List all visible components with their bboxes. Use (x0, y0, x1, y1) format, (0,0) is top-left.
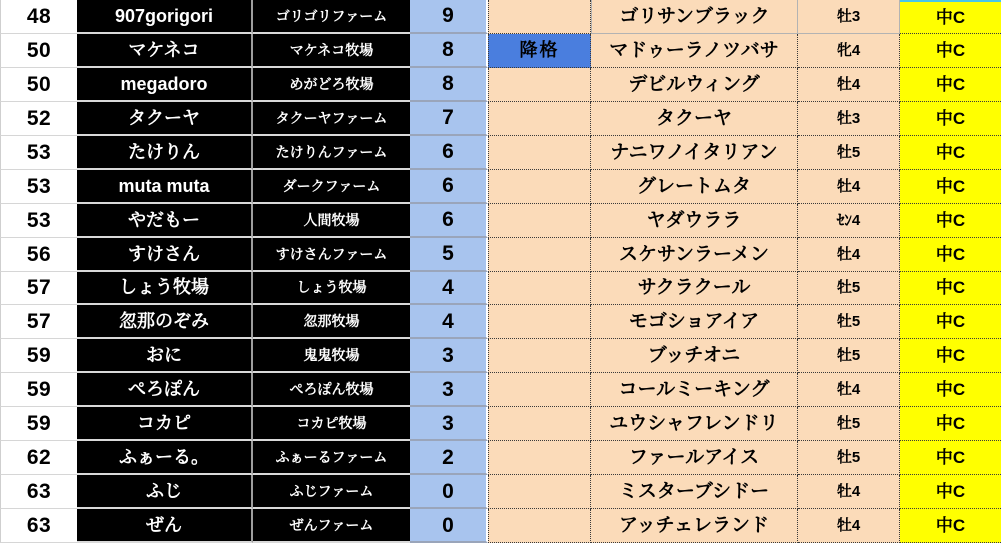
rank-cell[interactable]: 56 (0, 238, 77, 272)
farm-name-cell[interactable]: マケネコ牧場 (253, 34, 410, 68)
status-cell[interactable] (488, 305, 591, 339)
player-name-cell[interactable]: しょう牧場 (77, 272, 253, 306)
horse-name-cell[interactable]: ヤダウララ (591, 204, 798, 238)
rank-cell[interactable]: 50 (0, 68, 77, 102)
farm-name-cell[interactable]: めがどろ牧場 (253, 68, 410, 102)
horse-name-cell[interactable]: デビルウィング (591, 68, 798, 102)
sex-age-cell[interactable]: 牡5 (798, 272, 900, 306)
farm-name-cell[interactable]: ぺろぽん牧場 (253, 373, 410, 407)
sex-age-cell[interactable]: 牡4 (798, 68, 900, 102)
class-cell[interactable]: 中C (900, 34, 1001, 68)
horse-name-cell[interactable]: コールミーキング (591, 373, 798, 407)
farm-name-cell[interactable]: しょう牧場 (253, 272, 410, 306)
farm-name-cell[interactable]: ぜんファーム (253, 509, 410, 543)
rank-cell[interactable]: 59 (0, 407, 77, 441)
sex-age-cell[interactable]: 牡5 (798, 136, 900, 170)
rank-cell[interactable]: 57 (0, 305, 77, 339)
farm-name-cell[interactable]: タクーヤファーム (253, 102, 410, 136)
player-name-cell[interactable]: 忽那のぞみ (77, 305, 253, 339)
points-cell[interactable]: 0 (410, 509, 488, 543)
status-cell[interactable] (488, 339, 591, 373)
horse-name-cell[interactable]: ナニワノイタリアン (591, 136, 798, 170)
status-cell[interactable] (488, 373, 591, 407)
status-cell[interactable] (488, 204, 591, 238)
horse-name-cell[interactable]: ゴリサンブラック (591, 0, 798, 34)
player-name-cell[interactable]: ふじ (77, 475, 253, 509)
horse-name-cell[interactable]: ミスターブシドー (591, 475, 798, 509)
class-cell[interactable]: 中C (900, 0, 1001, 34)
points-cell[interactable]: 8 (410, 68, 488, 102)
sex-age-cell[interactable]: 牡4 (798, 475, 900, 509)
horse-name-cell[interactable]: サクラクール (591, 272, 798, 306)
rank-cell[interactable]: 52 (0, 102, 77, 136)
points-cell[interactable]: 8 (410, 34, 488, 68)
farm-name-cell[interactable]: すけさんファーム (253, 238, 410, 272)
rank-cell[interactable]: 53 (0, 136, 77, 170)
status-cell[interactable] (488, 68, 591, 102)
player-name-cell[interactable]: すけさん (77, 238, 253, 272)
status-cell[interactable] (488, 136, 591, 170)
class-cell[interactable]: 中C (900, 373, 1001, 407)
horse-name-cell[interactable]: グレートムタ (591, 170, 798, 204)
status-cell[interactable] (488, 441, 591, 475)
farm-name-cell[interactable]: ふじファーム (253, 475, 410, 509)
points-cell[interactable]: 3 (410, 373, 488, 407)
sex-age-cell[interactable]: 牡4 (798, 509, 900, 543)
player-name-cell[interactable]: おに (77, 339, 253, 373)
player-name-cell[interactable]: タクーヤ (77, 102, 253, 136)
class-cell[interactable]: 中C (900, 272, 1001, 306)
class-cell[interactable]: 中C (900, 68, 1001, 102)
farm-name-cell[interactable]: 鬼鬼牧場 (253, 339, 410, 373)
horse-name-cell[interactable]: ブッチオニ (591, 339, 798, 373)
horse-name-cell[interactable]: スケサンラーメン (591, 238, 798, 272)
sex-age-cell[interactable]: 牡3 (798, 102, 900, 136)
class-cell[interactable]: 中C (900, 204, 1001, 238)
player-name-cell[interactable]: たけりん (77, 136, 253, 170)
farm-name-cell[interactable]: 人間牧場 (253, 204, 410, 238)
player-name-cell[interactable]: ぺろぽん (77, 373, 253, 407)
class-cell[interactable]: 中C (900, 441, 1001, 475)
sex-age-cell[interactable]: 牡4 (798, 238, 900, 272)
class-cell[interactable]: 中C (900, 170, 1001, 204)
player-name-cell[interactable]: muta muta (77, 170, 253, 204)
player-name-cell[interactable]: コカピ (77, 407, 253, 441)
sex-age-cell[interactable]: 牡3 (798, 0, 900, 34)
status-cell[interactable] (488, 0, 591, 34)
class-cell[interactable]: 中C (900, 509, 1001, 543)
points-cell[interactable]: 3 (410, 407, 488, 441)
sex-age-cell[interactable]: 牡5 (798, 441, 900, 475)
rank-cell[interactable]: 53 (0, 204, 77, 238)
status-cell[interactable] (488, 170, 591, 204)
status-cell[interactable] (488, 102, 591, 136)
horse-name-cell[interactable]: モゴショアイア (591, 305, 798, 339)
status-cell[interactable] (488, 509, 591, 543)
horse-name-cell[interactable]: ファールアイス (591, 441, 798, 475)
class-cell[interactable]: 中C (900, 136, 1001, 170)
farm-name-cell[interactable]: コカピ牧場 (253, 407, 410, 441)
player-name-cell[interactable]: やだもー (77, 204, 253, 238)
status-cell[interactable] (488, 407, 591, 441)
points-cell[interactable]: 3 (410, 339, 488, 373)
sex-age-cell[interactable]: 牡4 (798, 373, 900, 407)
sex-age-cell[interactable]: 牡4 (798, 170, 900, 204)
horse-name-cell[interactable]: タクーヤ (591, 102, 798, 136)
player-name-cell[interactable]: マケネコ (77, 34, 253, 68)
horse-name-cell[interactable]: ユウシャフレンドリ (591, 407, 798, 441)
sex-age-cell[interactable]: 牡5 (798, 339, 900, 373)
status-cell[interactable] (488, 272, 591, 306)
points-cell[interactable]: 9 (410, 0, 488, 34)
rank-cell[interactable]: 59 (0, 339, 77, 373)
sex-age-cell[interactable]: 牡5 (798, 305, 900, 339)
horse-name-cell[interactable]: マドゥーラノツバサ (591, 34, 798, 68)
points-cell[interactable]: 6 (410, 136, 488, 170)
points-cell[interactable]: 6 (410, 204, 488, 238)
points-cell[interactable]: 4 (410, 272, 488, 306)
player-name-cell[interactable]: ぜん (77, 509, 253, 543)
player-name-cell[interactable]: 907gorigori (77, 0, 253, 34)
rank-cell[interactable]: 63 (0, 509, 77, 543)
rank-cell[interactable]: 57 (0, 272, 77, 306)
farm-name-cell[interactable]: 忽那牧場 (253, 305, 410, 339)
class-cell[interactable]: 中C (900, 305, 1001, 339)
farm-name-cell[interactable]: たけりんファーム (253, 136, 410, 170)
points-cell[interactable]: 7 (410, 102, 488, 136)
farm-name-cell[interactable]: ダークファーム (253, 170, 410, 204)
player-name-cell[interactable]: megadoro (77, 68, 253, 102)
class-cell[interactable]: 中C (900, 238, 1001, 272)
rank-cell[interactable]: 63 (0, 475, 77, 509)
points-cell[interactable]: 4 (410, 305, 488, 339)
status-cell[interactable] (488, 238, 591, 272)
horse-name-cell[interactable]: アッチェレランド (591, 509, 798, 543)
player-name-cell[interactable]: ふぁーる。 (77, 441, 253, 475)
farm-name-cell[interactable]: ゴリゴリファーム (253, 0, 410, 34)
rank-cell[interactable]: 48 (0, 0, 77, 34)
demotion-badge[interactable]: 降格 (488, 34, 591, 68)
sex-age-cell[interactable]: 牡5 (798, 407, 900, 441)
class-cell[interactable]: 中C (900, 339, 1001, 373)
points-cell[interactable]: 6 (410, 170, 488, 204)
rank-cell[interactable]: 59 (0, 373, 77, 407)
rank-cell[interactable]: 50 (0, 34, 77, 68)
class-cell[interactable]: 中C (900, 475, 1001, 509)
sex-age-cell[interactable]: ｾﾝ4 (798, 204, 900, 238)
rank-cell[interactable]: 62 (0, 441, 77, 475)
farm-name-cell[interactable]: ふぁーるファーム (253, 441, 410, 475)
points-cell[interactable]: 2 (410, 441, 488, 475)
points-cell[interactable]: 5 (410, 238, 488, 272)
rank-cell[interactable]: 53 (0, 170, 77, 204)
status-cell[interactable] (488, 475, 591, 509)
points-cell[interactable]: 0 (410, 475, 488, 509)
class-cell[interactable]: 中C (900, 102, 1001, 136)
class-cell[interactable]: 中C (900, 407, 1001, 441)
sex-age-cell[interactable]: 牝4 (798, 34, 900, 68)
